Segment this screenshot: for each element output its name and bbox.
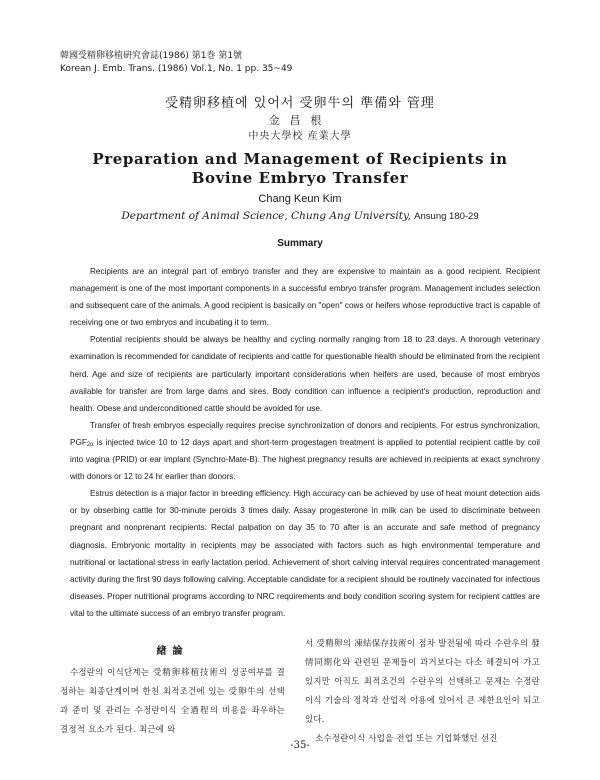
pgf-subscript: 2α — [86, 441, 94, 448]
right-column-paragraph-1: 서 受精卵의 凍結保存技術이 점차 발전됨에 따라 수란우의 發情同期化와 관련된 문제들이 과거보다는 다소 해결되어 가고 있지만 아직도 최적조건의 수란우의 선택하고 문제는 수정란이식 기술의 정착과 산업적 이용에 있어서 큰 제한요인이 되고 있다. — [305, 638, 540, 724]
introduction-heading: 緖論 — [156, 646, 189, 657]
abstract-paragraph-1: Recipients are an integral part of embryo transfer and they are expensive to maintain as a good recipient. Recipient management is one of the most important components in a successful embryo transfer program. Management includes selection and subsequent care of the animals. A good recipient is basically on "open" cows or heifers whose reproductive tract is capable of receiving one or two embryos and incubating it to term. — [70, 267, 540, 328]
left-column — [60, 642, 285, 739]
journal-citation-korean: 韓國受精卵移植硏究會誌(1986) 第1巻 第1號 — [60, 51, 243, 61]
department — [0, 210, 600, 222]
abstract-paragraph-4: Estrus detection is a major factor in breeding efficiency. High accuracy can be achieved by use of heat mount detection aids or by obserbing cattle for 30-minute peroids 3 times daily. Assay progesterone in milk can be used to discriminate between pregnant and nonprenant recipients. Rectal palpation on day 35 to 70 after is an accurate and safe method of pregnancy diagnosis. Embryonic mortality in recipients may be associated with factors such as high environmental temperature and nutritional or lactational stress in early lactation period. Achievement of short calving interval requires concentrated management activity during the first 90 days following calving. Acceptable candidate for a recipient should be routinely vaccinated for infectious diseases. Proper nutritional programs according to NRC requirements and body condition scoring system for recipient cattles are vital to the ultimate success of an embryo transfer program. — [70, 489, 540, 618]
abstract-paragraph-3-start: Transfer of fresh embryos especially requires precise synchronization of donors and recipients. For estrus synchronization, PGF — [70, 420, 540, 447]
department-name: Department of Animal Science, Chung Ang University, — [121, 210, 411, 222]
page-number: -35- — [290, 740, 310, 751]
right-column — [305, 634, 540, 748]
left-column-paragraph: 수정란의 이식단계는 受精卵移植技術의 성공여부를 결정하는 최종단계이며 한천 최적조건에 있는 受卵牛의 선택과 준비 및 관리는 수정란이식 全過程의 비용을 좌우하는 결정적 요소가 된다. 최근에 와 — [60, 667, 285, 734]
abstract-paragraph-3-end: is injected twice 10 to 12 days apart and short-term progestagen treatment is applied to potential recipient cattle by coil into vagina (PRID) or ear implant (Synchro-Mate-B). The highest pregnancy results are achieved in recipients at exact synchrony with donors or 12 to 24 hr earlier than donors. — [70, 437, 540, 482]
english-author: Chang Keun Kim — [258, 193, 342, 205]
journal-citation-english: Korean J. Emb. Trans. (1986) Vol.1, No. 1 pp. 35~49 — [60, 64, 293, 74]
korean-title: 受精卵移植에 있어서 受卵牛의 準備와 管理 — [165, 96, 435, 111]
left-column-text — [60, 663, 285, 739]
korean-affiliation: 中央大學校 産業大學 — [248, 131, 352, 142]
abstract-paragraph-3 — [70, 417, 540, 485]
department-location: Ansung 180-29 — [414, 211, 479, 222]
abstract — [70, 263, 540, 622]
korean-author: 金昌根 — [268, 114, 332, 127]
journal-citation — [60, 50, 292, 76]
right-column-paragraph-2: 소수정란이식 사업을 전업 또는 기업화했던 선진 — [315, 733, 498, 743]
right-column-text — [305, 634, 540, 748]
abstract-paragraph-2: Potential recipients should be always be healthy and cycling normally ranging from 18 to 23 days. A thorough veterinary examination is recommended for candidate of recipients and cattle for questionable health should be eliminated from the recipient herd. Age and size of recipients are particularly important considerations when heifers are used, because of most embryos available for transfer are from large dams and sires. Body condition can influence a recipient's production, reproduction and health. Obese and underconditioned cattle should be avoided for use. — [70, 335, 540, 413]
english-title-line-1: Preparation and Management of Recipients in — [92, 150, 508, 168]
english-title-line-2: Bovine Embryo Transfer — [191, 169, 409, 187]
summary-heading: Summary — [277, 238, 323, 249]
english-title — [0, 150, 600, 188]
